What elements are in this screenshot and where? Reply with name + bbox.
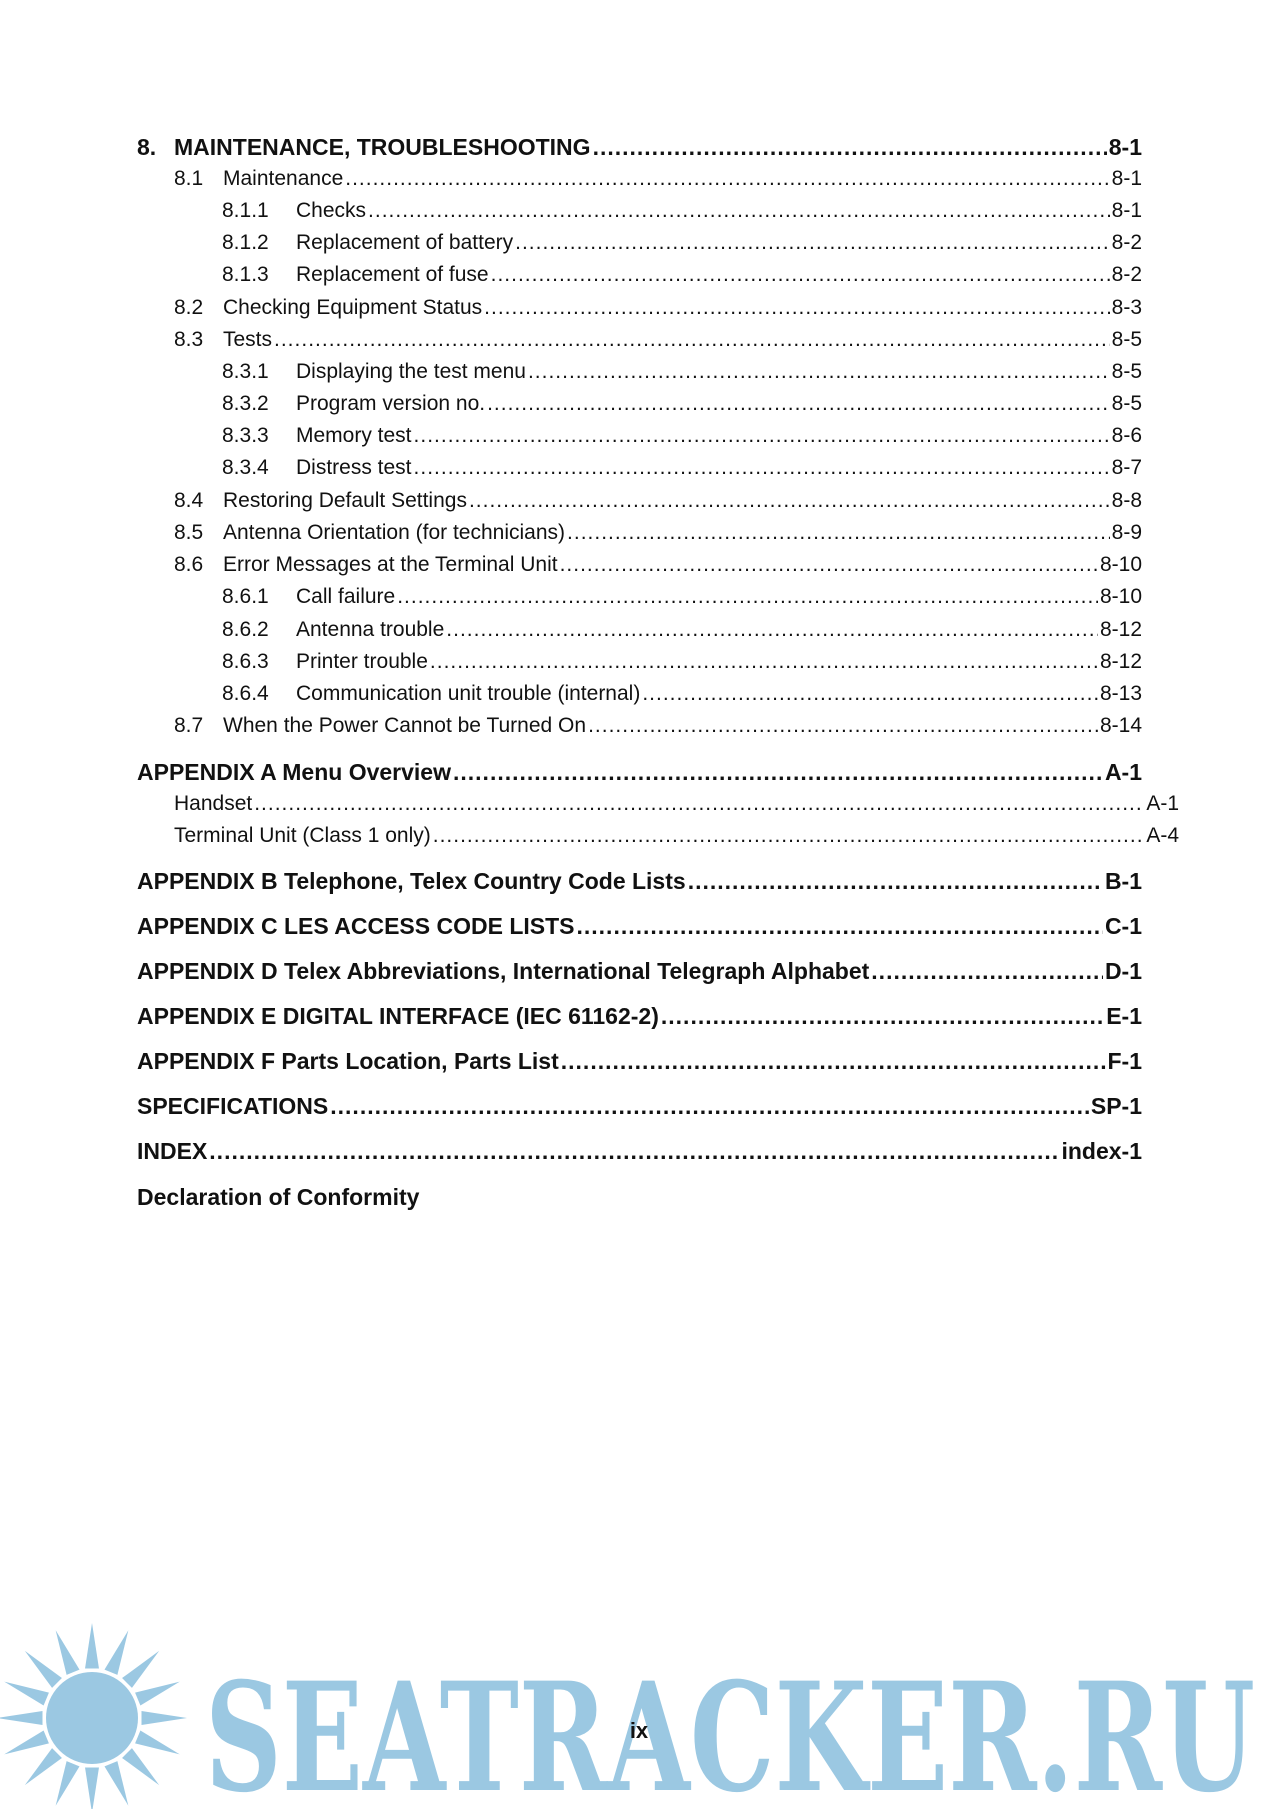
toc-entry-page: 8-5 [1111, 392, 1142, 415]
toc-entry[interactable] [137, 553, 1142, 577]
toc-entry-title: MAINTENANCE, TROUBLESHOOTING [174, 134, 591, 160]
toc-entry-page: F-1 [1107, 1048, 1142, 1074]
toc-entry[interactable] [137, 913, 1142, 940]
toc-entry-number: 8. [137, 134, 157, 160]
toc-entry[interactable] [137, 650, 1142, 674]
dot-leader [588, 714, 1098, 738]
watermark [0, 1600, 1278, 1809]
dot-leader [484, 296, 1109, 320]
dot-leader [491, 263, 1110, 287]
toc-entry-number: 8.2 [174, 296, 204, 319]
toc-entry-title: Checks [296, 199, 367, 222]
toc-entry[interactable] [137, 521, 1142, 545]
toc-entry-title: SPECIFICATIONS [137, 1093, 329, 1119]
toc-entry[interactable] [137, 714, 1142, 738]
toc-entry-page: 8-10 [1099, 585, 1142, 608]
toc-entry-title: Distress test [296, 456, 412, 479]
toc-entry-page: 8-9 [1111, 521, 1142, 544]
dot-leader [469, 489, 1110, 513]
toc-entry[interactable] [137, 585, 1142, 609]
toc-entry-number: 8.1 [174, 167, 204, 190]
toc-entry-title: Maintenance [223, 167, 344, 190]
toc-entry[interactable] [137, 759, 1142, 786]
toc-entry-number: 8.3.4 [222, 456, 269, 479]
toc-entry-number: 8.7 [174, 714, 204, 737]
toc-entry-page: D-1 [1104, 958, 1142, 984]
dot-leader [515, 231, 1110, 255]
dot-leader [414, 424, 1110, 448]
toc-entry-title: APPENDIX A Menu Overview [137, 759, 451, 785]
dot-leader [661, 1003, 1104, 1030]
toc-entry-title: INDEX [137, 1138, 208, 1164]
toc-entry[interactable] [137, 958, 1142, 985]
declaration-of-conformity[interactable]: Declaration of Conformity [137, 1184, 420, 1210]
toc-entry-title: APPENDIX F Parts Location, Parts List [137, 1048, 559, 1074]
dot-leader [560, 553, 1098, 577]
toc-entry[interactable] [137, 167, 1142, 191]
toc-entry-page: 8-14 [1099, 714, 1142, 737]
toc-entry-page: 8-3 [1111, 296, 1142, 319]
page-number: ix [629, 1718, 649, 1743]
toc-entry-title: Antenna Orientation (for technicians) [223, 521, 566, 544]
toc-entry[interactable] [137, 231, 1142, 255]
toc-entry-page: A-1 [1104, 759, 1142, 785]
toc-entry-page: 8-7 [1111, 456, 1142, 479]
dot-leader [567, 521, 1110, 545]
toc-entry[interactable] [137, 1093, 1142, 1120]
toc-entry-number: 8.3 [174, 328, 204, 351]
toc-entry-page: 8-12 [1099, 618, 1142, 641]
toc-entry-page: A-1 [1146, 792, 1179, 815]
toc-entry-title: Error Messages at the Terminal Unit [223, 553, 558, 576]
toc-entry-title: APPENDIX B Telephone, Telex Country Code Lists [137, 868, 686, 894]
toc-entry-number: 8.1.2 [222, 231, 269, 254]
dot-leader [368, 199, 1110, 223]
toc-entry-number: 8.3.1 [222, 360, 269, 383]
toc-entry-title: Restoring Default Settings [223, 489, 467, 512]
toc-entry[interactable] [137, 263, 1142, 287]
dot-leader [593, 134, 1107, 161]
toc-entry[interactable] [137, 824, 1179, 848]
toc-entry-number: 8.6.1 [222, 585, 269, 608]
toc-entry-title: Checking Equipment Status [223, 296, 483, 319]
dot-leader [453, 759, 1103, 786]
dot-leader [397, 585, 1098, 609]
toc-entry-page: 8-2 [1111, 231, 1142, 254]
toc-entry[interactable] [137, 134, 1142, 161]
toc-entry-page: SP-1 [1090, 1093, 1142, 1119]
toc-entry-title: Call failure [296, 585, 396, 608]
toc-entry-page: 8-5 [1111, 360, 1142, 383]
toc-entry-page: B-1 [1104, 868, 1142, 894]
dot-leader [561, 1048, 1106, 1075]
toc-entry-number: 8.1.1 [222, 199, 269, 222]
toc-entry-page: 8-13 [1099, 682, 1142, 705]
toc-entry-title: Communication unit trouble (internal) [296, 682, 641, 705]
toc-entry-page: C-1 [1104, 913, 1142, 939]
toc-entry-title: Tests [223, 328, 273, 351]
toc-entry[interactable] [137, 360, 1142, 384]
toc-entry[interactable] [137, 1003, 1142, 1030]
toc-entry[interactable] [137, 682, 1142, 706]
toc-entry-page: 8-12 [1099, 650, 1142, 673]
toc-entry-number: 8.6 [174, 553, 204, 576]
toc-entry-page: 8-8 [1111, 489, 1142, 512]
toc-entry-title: APPENDIX C LES ACCESS CODE LISTS [137, 913, 575, 939]
toc-entry-page: A-4 [1146, 824, 1179, 847]
toc-entry-title: Antenna trouble [296, 618, 445, 641]
dot-leader [330, 1093, 1089, 1120]
toc-entry[interactable] [137, 1138, 1142, 1165]
toc-entry-page: index-1 [1061, 1138, 1142, 1164]
toc-entry-title: When the Power Cannot be Turned On [223, 714, 587, 737]
dot-leader [688, 868, 1103, 895]
toc-entry-page: 8-1 [1111, 199, 1142, 222]
toc-entry[interactable] [137, 792, 1179, 816]
toc-entry-title: Handset [174, 792, 253, 815]
dot-leader [254, 792, 1144, 816]
toc-entry-title: Printer trouble [296, 650, 428, 673]
dot-leader [487, 392, 1110, 416]
toc-entry-number: 8.1.3 [222, 263, 269, 286]
dot-leader [430, 650, 1098, 674]
toc-entry[interactable] [137, 424, 1142, 448]
toc-entry[interactable] [137, 456, 1142, 480]
toc-entry[interactable] [137, 489, 1142, 513]
toc-entry-page: 8-1 [1108, 134, 1142, 160]
dot-leader [345, 167, 1109, 191]
toc-entry-number: 8.5 [174, 521, 204, 544]
toc-entry[interactable] [137, 199, 1142, 223]
toc-entry-page: 8-2 [1111, 263, 1142, 286]
toc-entry[interactable] [137, 296, 1142, 320]
dot-leader [528, 360, 1110, 384]
toc-entry-page: E-1 [1106, 1003, 1142, 1029]
toc-entry-number: 8.6.2 [222, 618, 269, 641]
toc-entry-title: Terminal Unit (Class 1 only) [174, 824, 431, 847]
dot-leader [209, 1138, 1059, 1165]
dot-leader [871, 958, 1103, 985]
toc-entry[interactable] [137, 392, 1142, 416]
toc-entry[interactable] [137, 868, 1142, 895]
toc-entry-title: Replacement of battery [296, 231, 514, 254]
toc-entry-title: Replacement of fuse [296, 263, 489, 286]
toc-entry-title: APPENDIX D Telex Abbreviations, International Telegraph Alphabet [137, 958, 870, 984]
toc-entry[interactable] [137, 1048, 1142, 1075]
toc-entry-title: APPENDIX E DIGITAL INTERFACE (IEC 61162-2) [137, 1003, 659, 1029]
dot-leader [577, 913, 1103, 940]
toc-entry[interactable] [137, 328, 1142, 352]
toc-entry-number: 8.3.2 [222, 392, 269, 415]
toc-entry-title: Program version no. [296, 392, 486, 415]
toc-entry-number: 8.6.4 [222, 682, 269, 705]
dot-leader [274, 328, 1110, 352]
sun-logo-icon [0, 1623, 187, 1809]
toc-entry-title: Memory test [296, 424, 412, 447]
toc-entry[interactable] [137, 618, 1142, 642]
toc-entry-page: 8-6 [1111, 424, 1142, 447]
dot-leader [414, 456, 1110, 480]
toc-entry-title: Displaying the test menu [296, 360, 526, 383]
watermark-text: SEATRACKER.RU [205, 1650, 1255, 1809]
toc-entry-number: 8.6.3 [222, 650, 269, 673]
toc-entry-number: 8.4 [174, 489, 204, 512]
toc-entry-page: 8-5 [1111, 328, 1142, 351]
dot-leader [446, 618, 1098, 642]
toc-entry-page: 8-1 [1111, 167, 1142, 190]
dot-leader [433, 824, 1145, 848]
toc-entry-page: 8-10 [1099, 553, 1142, 576]
toc-entry-number: 8.3.3 [222, 424, 269, 447]
dot-leader [642, 682, 1098, 706]
